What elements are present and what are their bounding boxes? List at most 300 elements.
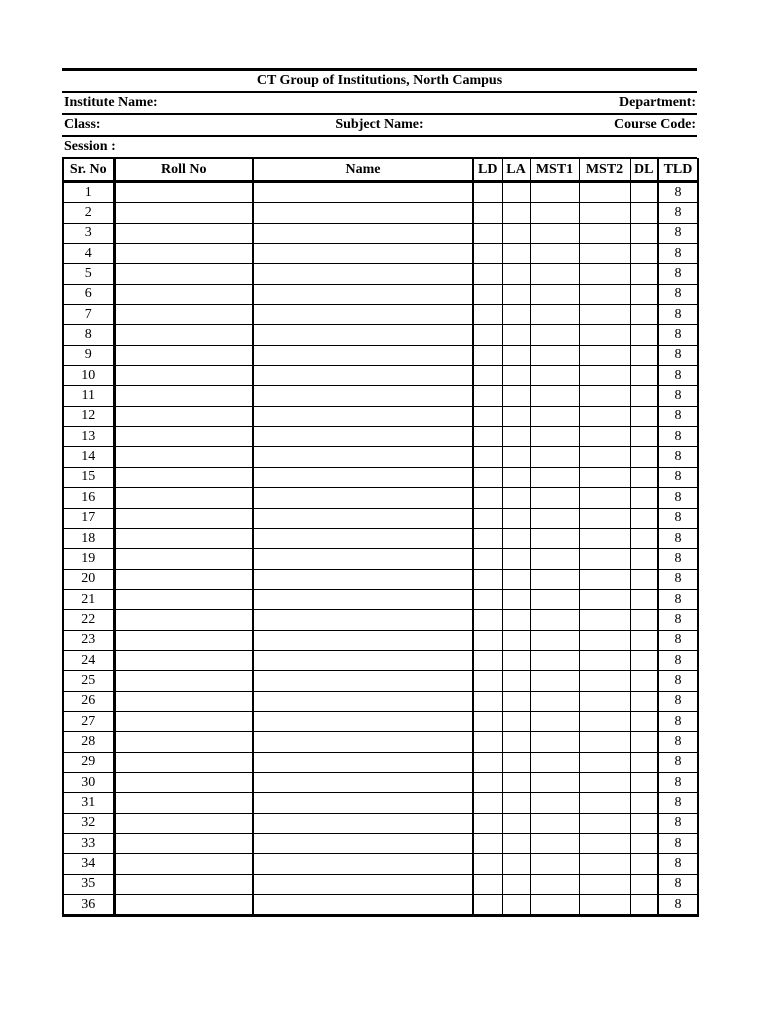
mst2-cell[interactable]: [579, 223, 630, 243]
roll-no-cell[interactable]: [114, 834, 253, 854]
ld-cell[interactable]: [473, 427, 502, 447]
la-cell[interactable]: [502, 732, 530, 752]
mst1-cell[interactable]: [530, 671, 579, 691]
name-cell[interactable]: [253, 834, 473, 854]
roll-no-cell[interactable]: [114, 732, 253, 752]
roll-no-cell[interactable]: [114, 813, 253, 833]
mst1-cell[interactable]: [530, 244, 579, 264]
ld-cell[interactable]: [473, 752, 502, 772]
name-cell[interactable]: [253, 895, 473, 916]
ld-cell[interactable]: [473, 589, 502, 609]
mst2-cell[interactable]: [579, 427, 630, 447]
mst1-cell[interactable]: [530, 854, 579, 874]
tld-cell: 8: [658, 345, 698, 365]
la-cell[interactable]: [502, 834, 530, 854]
roll-no-cell[interactable]: [114, 671, 253, 691]
dl-cell[interactable]: [630, 834, 658, 854]
roll-no-cell[interactable]: [114, 447, 253, 467]
la-cell[interactable]: [502, 427, 530, 447]
tld-cell: 8: [658, 772, 698, 792]
la-cell[interactable]: [502, 569, 530, 589]
la-cell[interactable]: [502, 589, 530, 609]
table-row: [63, 793, 698, 813]
mst2-cell[interactable]: [579, 264, 630, 284]
mst1-cell[interactable]: [530, 386, 579, 406]
la-cell[interactable]: [502, 772, 530, 792]
ld-cell[interactable]: [473, 264, 502, 284]
sr-no-cell: 27: [63, 711, 114, 731]
name-cell[interactable]: [253, 284, 473, 304]
table-row: [63, 488, 698, 508]
mst2-cell[interactable]: [579, 752, 630, 772]
name-cell[interactable]: [253, 813, 473, 833]
ld-cell[interactable]: [473, 895, 502, 916]
table-row: [63, 752, 698, 772]
roll-no-cell[interactable]: [114, 203, 253, 223]
mst1-cell[interactable]: [530, 895, 579, 916]
la-cell[interactable]: [502, 650, 530, 670]
name-cell[interactable]: [253, 325, 473, 345]
roll-no-cell[interactable]: [114, 528, 253, 548]
tld-cell: 8: [658, 711, 698, 731]
ld-cell[interactable]: [473, 386, 502, 406]
roll-no-cell[interactable]: [114, 488, 253, 508]
name-cell[interactable]: [253, 711, 473, 731]
mst1-cell[interactable]: [530, 834, 579, 854]
dl-cell[interactable]: [630, 874, 658, 894]
roll-no-cell[interactable]: [114, 854, 253, 874]
name-cell[interactable]: [253, 223, 473, 243]
la-cell[interactable]: [502, 874, 530, 894]
name-cell[interactable]: [253, 203, 473, 223]
la-cell[interactable]: [502, 895, 530, 916]
mst2-cell[interactable]: [579, 630, 630, 650]
dl-cell[interactable]: [630, 325, 658, 345]
mst2-cell[interactable]: [579, 549, 630, 569]
dl-cell[interactable]: [630, 610, 658, 630]
dl-cell[interactable]: [630, 427, 658, 447]
la-cell[interactable]: [502, 345, 530, 365]
sr-no-cell: 7: [63, 305, 114, 325]
dl-cell[interactable]: [630, 895, 658, 916]
roll-no-cell[interactable]: [114, 772, 253, 792]
sr-no-cell: 35: [63, 874, 114, 894]
col-header-name: Name: [253, 159, 473, 182]
la-cell[interactable]: [502, 244, 530, 264]
ld-cell[interactable]: [473, 711, 502, 731]
dl-cell[interactable]: [630, 711, 658, 731]
roll-no-cell[interactable]: [114, 508, 253, 528]
la-cell[interactable]: [502, 711, 530, 731]
roll-no-cell[interactable]: [114, 874, 253, 894]
ld-cell[interactable]: [473, 630, 502, 650]
la-cell[interactable]: [502, 284, 530, 304]
roll-no-cell[interactable]: [114, 467, 253, 487]
name-cell[interactable]: [253, 874, 473, 894]
mst1-cell[interactable]: [530, 325, 579, 345]
mst1-cell[interactable]: [530, 549, 579, 569]
mst1-cell[interactable]: [530, 569, 579, 589]
mst1-cell[interactable]: [530, 528, 579, 548]
mst1-cell[interactable]: [530, 772, 579, 792]
mst2-cell[interactable]: [579, 569, 630, 589]
ld-cell[interactable]: [473, 305, 502, 325]
mst1-cell[interactable]: [530, 488, 579, 508]
dl-cell[interactable]: [630, 203, 658, 223]
ld-cell[interactable]: [473, 345, 502, 365]
la-cell[interactable]: [502, 264, 530, 284]
ld-cell[interactable]: [473, 732, 502, 752]
name-cell[interactable]: [253, 793, 473, 813]
sr-no-cell: 3: [63, 223, 114, 243]
dl-cell[interactable]: [630, 366, 658, 386]
la-cell[interactable]: [502, 305, 530, 325]
table-row: [63, 589, 698, 609]
name-cell[interactable]: [253, 386, 473, 406]
roll-no-cell[interactable]: [114, 650, 253, 670]
dl-cell[interactable]: [630, 569, 658, 589]
ld-cell[interactable]: [473, 671, 502, 691]
la-cell[interactable]: [502, 508, 530, 528]
ld-cell[interactable]: [473, 447, 502, 467]
name-cell[interactable]: [253, 630, 473, 650]
name-cell[interactable]: [253, 427, 473, 447]
table-row: [63, 182, 698, 203]
name-cell[interactable]: [253, 467, 473, 487]
dl-cell[interactable]: [630, 345, 658, 365]
mst2-cell[interactable]: [579, 854, 630, 874]
name-cell[interactable]: [253, 366, 473, 386]
ld-cell[interactable]: [473, 549, 502, 569]
ld-cell[interactable]: [473, 325, 502, 345]
roll-no-cell[interactable]: [114, 386, 253, 406]
ld-cell[interactable]: [473, 406, 502, 426]
la-cell[interactable]: [502, 610, 530, 630]
tld-cell: 8: [658, 244, 698, 264]
la-cell[interactable]: [502, 182, 530, 203]
sr-no-cell: 13: [63, 427, 114, 447]
mst2-cell[interactable]: [579, 691, 630, 711]
la-cell[interactable]: [502, 691, 530, 711]
mst1-cell[interactable]: [530, 691, 579, 711]
mst2-cell[interactable]: [579, 610, 630, 630]
la-cell[interactable]: [502, 366, 530, 386]
la-cell[interactable]: [502, 386, 530, 406]
tld-cell: 8: [658, 874, 698, 894]
name-cell[interactable]: [253, 691, 473, 711]
roll-no-cell[interactable]: [114, 752, 253, 772]
roll-no-cell[interactable]: [114, 345, 253, 365]
dl-cell[interactable]: [630, 264, 658, 284]
dl-cell[interactable]: [630, 752, 658, 772]
mst1-cell[interactable]: [530, 793, 579, 813]
dl-cell[interactable]: [630, 488, 658, 508]
la-cell[interactable]: [502, 854, 530, 874]
mst2-cell[interactable]: [579, 406, 630, 426]
ld-cell[interactable]: [473, 874, 502, 894]
dl-cell[interactable]: [630, 386, 658, 406]
dl-cell[interactable]: [630, 244, 658, 264]
roll-no-cell[interactable]: [114, 325, 253, 345]
la-cell[interactable]: [502, 813, 530, 833]
name-cell[interactable]: [253, 244, 473, 264]
mst1-cell[interactable]: [530, 406, 579, 426]
name-cell[interactable]: [253, 488, 473, 508]
mst1-cell[interactable]: [530, 610, 579, 630]
la-cell[interactable]: [502, 752, 530, 772]
table-row: [63, 447, 698, 467]
roll-no-cell[interactable]: [114, 427, 253, 447]
roll-no-cell[interactable]: [114, 366, 253, 386]
mst1-cell[interactable]: [530, 284, 579, 304]
mst2-cell[interactable]: [579, 732, 630, 752]
la-cell[interactable]: [502, 406, 530, 426]
mst1-cell[interactable]: [530, 366, 579, 386]
mst2-cell[interactable]: [579, 650, 630, 670]
mst2-cell[interactable]: [579, 813, 630, 833]
mst2-cell[interactable]: [579, 386, 630, 406]
table-row: [63, 427, 698, 447]
ld-cell[interactable]: [473, 793, 502, 813]
roll-no-cell[interactable]: [114, 305, 253, 325]
ld-cell[interactable]: [473, 508, 502, 528]
mst1-cell[interactable]: [530, 630, 579, 650]
mst2-cell[interactable]: [579, 305, 630, 325]
roll-no-cell[interactable]: [114, 569, 253, 589]
dl-cell[interactable]: [630, 467, 658, 487]
table-row: [63, 691, 698, 711]
mst1-cell[interactable]: [530, 589, 579, 609]
mst1-cell[interactable]: [530, 874, 579, 894]
la-cell[interactable]: [502, 325, 530, 345]
mst2-cell[interactable]: [579, 895, 630, 916]
mst1-cell[interactable]: [530, 732, 579, 752]
name-cell[interactable]: [253, 671, 473, 691]
la-cell[interactable]: [502, 203, 530, 223]
name-cell[interactable]: [253, 508, 473, 528]
roll-no-cell[interactable]: [114, 793, 253, 813]
tld-cell: 8: [658, 325, 698, 345]
dl-cell[interactable]: [630, 772, 658, 792]
mst1-cell[interactable]: [530, 345, 579, 365]
name-cell[interactable]: [253, 549, 473, 569]
table-row: [63, 284, 698, 304]
roll-no-cell[interactable]: [114, 182, 253, 203]
dl-cell[interactable]: [630, 589, 658, 609]
dl-cell[interactable]: [630, 813, 658, 833]
mst2-cell[interactable]: [579, 284, 630, 304]
mst2-cell[interactable]: [579, 447, 630, 467]
dl-cell[interactable]: [630, 732, 658, 752]
mst2-cell[interactable]: [579, 528, 630, 548]
sr-no-cell: 10: [63, 366, 114, 386]
roll-no-cell[interactable]: [114, 610, 253, 630]
la-cell[interactable]: [502, 447, 530, 467]
tld-cell: 8: [658, 813, 698, 833]
mst1-cell[interactable]: [530, 305, 579, 325]
ld-cell[interactable]: [473, 182, 502, 203]
ld-cell[interactable]: [473, 244, 502, 264]
roll-no-cell[interactable]: [114, 589, 253, 609]
mst1-cell[interactable]: [530, 223, 579, 243]
mst2-cell[interactable]: [579, 244, 630, 264]
name-cell[interactable]: [253, 569, 473, 589]
tld-cell: 8: [658, 264, 698, 284]
dl-cell[interactable]: [630, 691, 658, 711]
sr-no-cell: 36: [63, 895, 114, 916]
name-cell[interactable]: [253, 752, 473, 772]
table-row: [63, 406, 698, 426]
roll-no-cell[interactable]: [114, 406, 253, 426]
ld-cell[interactable]: [473, 569, 502, 589]
dl-cell[interactable]: [630, 305, 658, 325]
mst1-cell[interactable]: [530, 264, 579, 284]
table-header-row: [63, 159, 698, 182]
mst1-cell[interactable]: [530, 203, 579, 223]
ld-cell[interactable]: [473, 203, 502, 223]
ld-cell[interactable]: [473, 854, 502, 874]
name-cell[interactable]: [253, 589, 473, 609]
la-cell[interactable]: [502, 671, 530, 691]
mst2-cell[interactable]: [579, 589, 630, 609]
la-cell[interactable]: [502, 223, 530, 243]
dl-cell[interactable]: [630, 528, 658, 548]
table-row: [63, 569, 698, 589]
mst2-cell[interactable]: [579, 345, 630, 365]
name-cell[interactable]: [253, 610, 473, 630]
ld-cell[interactable]: [473, 223, 502, 243]
dl-cell[interactable]: [630, 284, 658, 304]
dl-cell[interactable]: [630, 650, 658, 670]
roll-no-cell[interactable]: [114, 895, 253, 916]
table-row: [63, 345, 698, 365]
mst2-cell[interactable]: [579, 488, 630, 508]
mst2-cell[interactable]: [579, 366, 630, 386]
ld-cell[interactable]: [473, 834, 502, 854]
ld-cell[interactable]: [473, 610, 502, 630]
mst2-cell[interactable]: [579, 793, 630, 813]
tld-cell: 8: [658, 305, 698, 325]
marks-table: [62, 158, 699, 917]
table-row: [63, 711, 698, 731]
tld-cell: 8: [658, 569, 698, 589]
mst2-cell[interactable]: [579, 874, 630, 894]
ld-cell[interactable]: [473, 650, 502, 670]
la-cell[interactable]: [502, 793, 530, 813]
sr-no-cell: 16: [63, 488, 114, 508]
dl-cell[interactable]: [630, 182, 658, 203]
ld-cell[interactable]: [473, 467, 502, 487]
sr-no-cell: 9: [63, 345, 114, 365]
ld-cell[interactable]: [473, 488, 502, 508]
name-cell[interactable]: [253, 182, 473, 203]
mst1-cell[interactable]: [530, 711, 579, 731]
mst1-cell[interactable]: [530, 467, 579, 487]
name-cell[interactable]: [253, 345, 473, 365]
sr-no-cell: 20: [63, 569, 114, 589]
la-cell[interactable]: [502, 549, 530, 569]
mst1-cell[interactable]: [530, 650, 579, 670]
mst1-cell[interactable]: [530, 752, 579, 772]
mst2-cell[interactable]: [579, 508, 630, 528]
dl-cell[interactable]: [630, 549, 658, 569]
sr-no-cell: 15: [63, 467, 114, 487]
table-row: [63, 732, 698, 752]
mst2-cell[interactable]: [579, 772, 630, 792]
name-cell[interactable]: [253, 650, 473, 670]
sr-no-cell: 8: [63, 325, 114, 345]
ld-cell[interactable]: [473, 691, 502, 711]
ld-cell[interactable]: [473, 772, 502, 792]
mst1-cell[interactable]: [530, 508, 579, 528]
dl-cell[interactable]: [630, 223, 658, 243]
name-cell[interactable]: [253, 732, 473, 752]
table-row: [63, 528, 698, 548]
mst2-cell[interactable]: [579, 182, 630, 203]
la-cell[interactable]: [502, 488, 530, 508]
dl-cell[interactable]: [630, 854, 658, 874]
mst2-cell[interactable]: [579, 467, 630, 487]
mst2-cell[interactable]: [579, 325, 630, 345]
col-header-la: LA: [502, 159, 530, 182]
la-cell[interactable]: [502, 630, 530, 650]
tld-cell: 8: [658, 752, 698, 772]
mst1-cell[interactable]: [530, 182, 579, 203]
roll-no-cell[interactable]: [114, 549, 253, 569]
dl-cell[interactable]: [630, 671, 658, 691]
session-value[interactable]: [274, 136, 485, 158]
dl-cell[interactable]: [630, 793, 658, 813]
roll-no-cell[interactable]: [114, 264, 253, 284]
la-cell[interactable]: [502, 528, 530, 548]
roll-no-cell[interactable]: [114, 244, 253, 264]
tld-cell: 8: [658, 528, 698, 548]
dl-cell[interactable]: [630, 406, 658, 426]
name-cell[interactable]: [253, 772, 473, 792]
name-cell[interactable]: [253, 528, 473, 548]
department-label: Department:: [485, 92, 697, 114]
name-cell[interactable]: [253, 447, 473, 467]
mst2-cell[interactable]: [579, 203, 630, 223]
mst2-cell[interactable]: [579, 671, 630, 691]
mst2-cell[interactable]: [579, 834, 630, 854]
dl-cell[interactable]: [630, 630, 658, 650]
roll-no-cell[interactable]: [114, 284, 253, 304]
mst1-cell[interactable]: [530, 447, 579, 467]
name-cell[interactable]: [253, 264, 473, 284]
roll-no-cell[interactable]: [114, 691, 253, 711]
ld-cell[interactable]: [473, 284, 502, 304]
institute-name-value[interactable]: [274, 92, 485, 114]
mst2-cell[interactable]: [579, 711, 630, 731]
name-cell[interactable]: [253, 305, 473, 325]
roll-no-cell[interactable]: [114, 711, 253, 731]
dl-cell[interactable]: [630, 508, 658, 528]
ld-cell[interactable]: [473, 366, 502, 386]
ld-cell[interactable]: [473, 813, 502, 833]
dl-cell[interactable]: [630, 447, 658, 467]
mst1-cell[interactable]: [530, 813, 579, 833]
roll-no-cell[interactable]: [114, 630, 253, 650]
la-cell[interactable]: [502, 467, 530, 487]
roll-no-cell[interactable]: [114, 223, 253, 243]
ld-cell[interactable]: [473, 528, 502, 548]
table-row: [63, 650, 698, 670]
sr-no-cell: 19: [63, 549, 114, 569]
name-cell[interactable]: [253, 406, 473, 426]
name-cell[interactable]: [253, 854, 473, 874]
mst1-cell[interactable]: [530, 427, 579, 447]
